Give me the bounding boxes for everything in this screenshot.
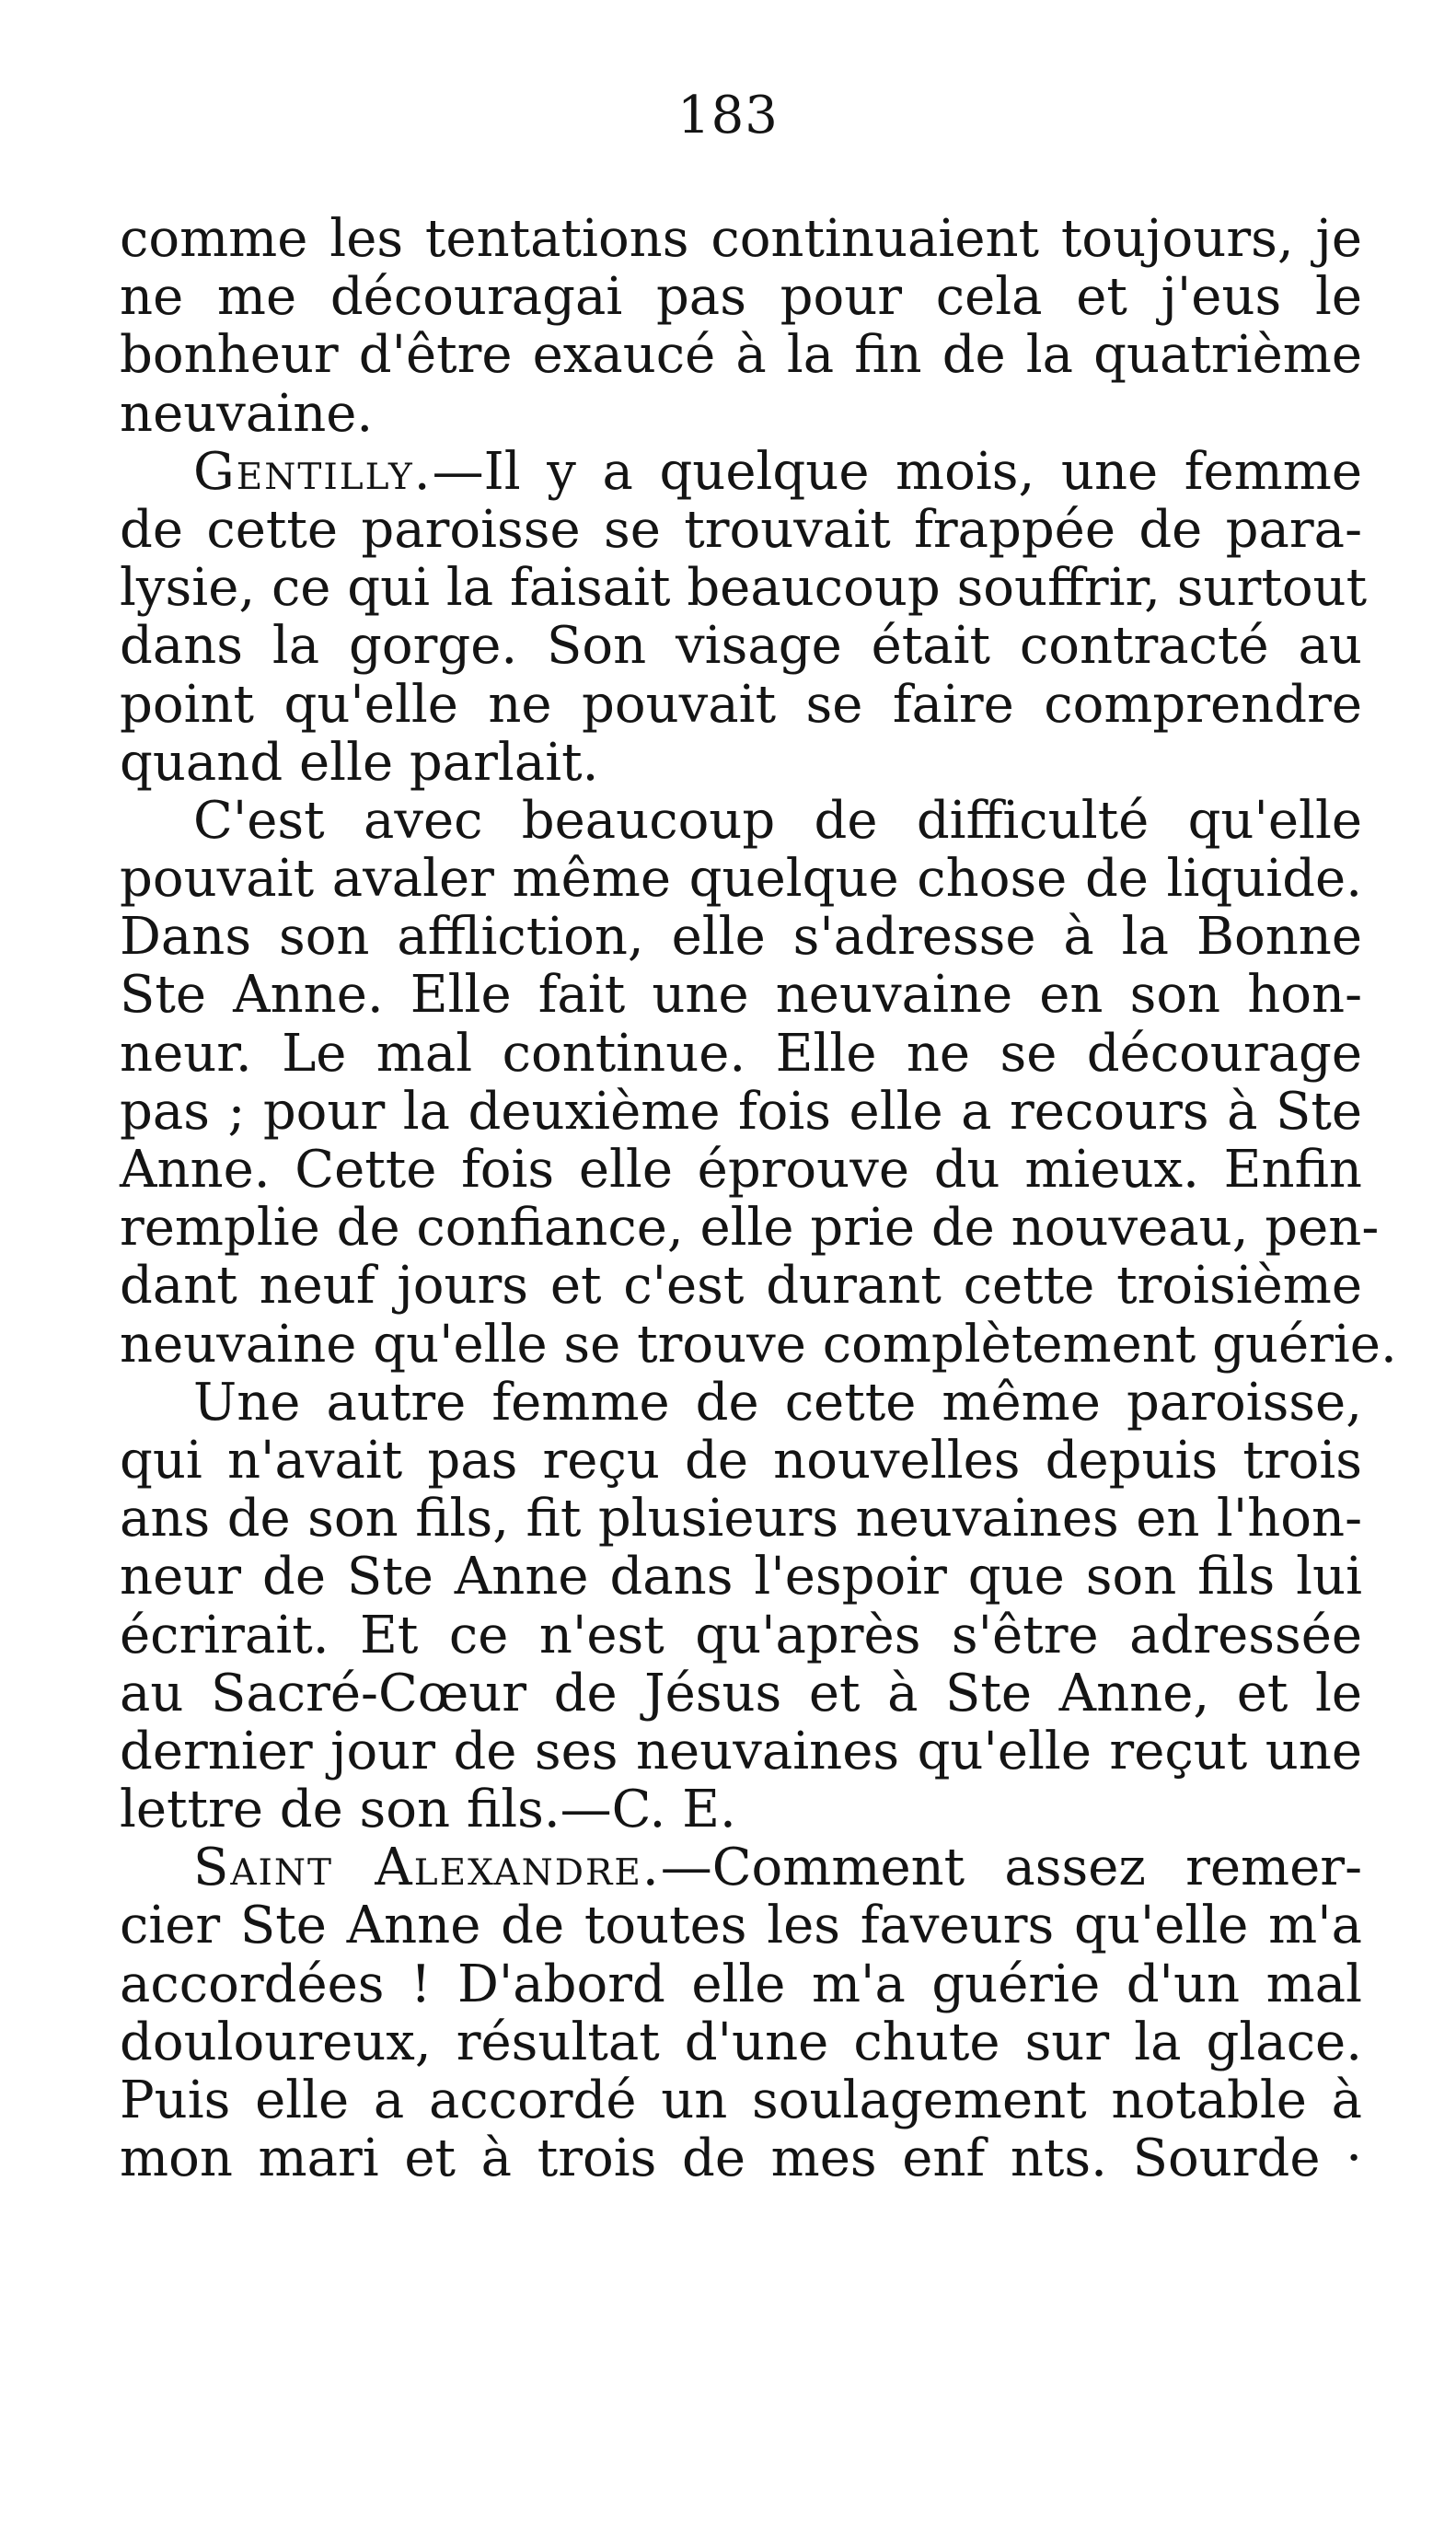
text-line: écrirait. Et ce n'est qu'après s'être adressée xyxy=(120,1605,1362,1665)
text-line: douloureux, résultat d'une chute sur la glace. xyxy=(120,2012,1362,2072)
text-line: qui n'avait pas reçu de nouvelles depuis trois xyxy=(120,1430,1362,1491)
text-line: cier Ste Anne de toutes les faveurs qu'elle m'a xyxy=(120,1896,1362,1956)
text-line: dans la gorge. Son visage était contracté au xyxy=(120,616,1362,677)
text-line: dernier jour de ses neuvaines qu'elle reçut une xyxy=(120,1721,1362,1781)
paragraph-4 xyxy=(120,1374,1362,1839)
text-line: lettre de son fils.—C. E. xyxy=(120,1780,736,1840)
text-line: bonheur d'être exaucé à la fin de la quatrième xyxy=(120,325,1362,386)
text-line: remplie de confiance, elle prie de nouveau, pen- xyxy=(120,1198,1380,1259)
text-line: comme les tentations continuaient toujours, je xyxy=(120,209,1362,269)
text-line: Dans son affliction, elle s'adresse à la Bonne xyxy=(120,907,1362,968)
text-line: mon mari et à trois de mes enf nts. Sourde · xyxy=(120,2129,1362,2189)
paragraph-5 xyxy=(120,1839,1362,2187)
text-line-rest: —Comment assez remer- xyxy=(660,1838,1362,1898)
text-line: lysie, ce qui la faisait beaucoup souffrir, surtout xyxy=(120,558,1368,619)
text-line: Anne. Cette fois elle éprouve du mieux. Enfin xyxy=(120,1140,1362,1200)
text-line xyxy=(120,443,1362,501)
text-line: dant neuf jours et c'est durant cette troisième xyxy=(120,1256,1362,1317)
text-line: neur. Le mal continue. Elle ne se décourage xyxy=(120,1023,1362,1084)
section-heading-gentilly: Gentilly. xyxy=(193,441,433,502)
text-line: accordées ! D'abord elle m'a guérie d'un mal xyxy=(120,1954,1362,2014)
body-text xyxy=(120,209,1397,2189)
text-line-rest: —Il y a quelque mois, une femme xyxy=(432,441,1362,502)
text-line: Ste Anne. Elle fait une neuvaine en son hon- xyxy=(120,965,1362,1026)
page-number: 183 xyxy=(677,86,779,145)
text-line: ans de son fils, fit plusieurs neuvaines en l'hon- xyxy=(120,1489,1362,1549)
text-line: de cette paroisse se trouvait frappée de para- xyxy=(120,499,1362,560)
text-line: C'est avec beaucoup de difficulté qu'elle xyxy=(193,790,1362,851)
text-line: neur de Ste Anne dans l'espoir que son fils lui xyxy=(120,1547,1362,1607)
paragraph-3 xyxy=(120,790,1397,1375)
text-line: point qu'elle ne pouvait se faire comprendre xyxy=(120,674,1362,735)
paragraph-2 xyxy=(120,441,1368,793)
text-line: Une autre femme de cette même paroisse, xyxy=(193,1372,1362,1433)
text-line: Puis elle a accordé un soulagement notable à xyxy=(120,2071,1362,2130)
text-line: neuvaine qu'elle se trouve complètement guérie. xyxy=(120,1314,1397,1375)
text-line: pas ; pour la deuxième fois elle a recours à Ste xyxy=(120,1081,1362,1142)
text-line: ne me découragai pas pour cela et j'eus le xyxy=(120,267,1362,328)
section-heading-saint-alexandre: Saint Alexandre. xyxy=(193,1838,661,1898)
text-line: pouvait avaler même quelque chose de liquide. xyxy=(120,849,1362,910)
paragraph-1 xyxy=(120,210,1362,443)
text-line: neuvaine. xyxy=(120,383,374,444)
text-line: quand elle parlait. xyxy=(120,732,599,793)
text-line: au Sacré-Cœur de Jésus et à Ste Anne, et le xyxy=(120,1663,1362,1723)
text-line xyxy=(120,1839,1362,1897)
